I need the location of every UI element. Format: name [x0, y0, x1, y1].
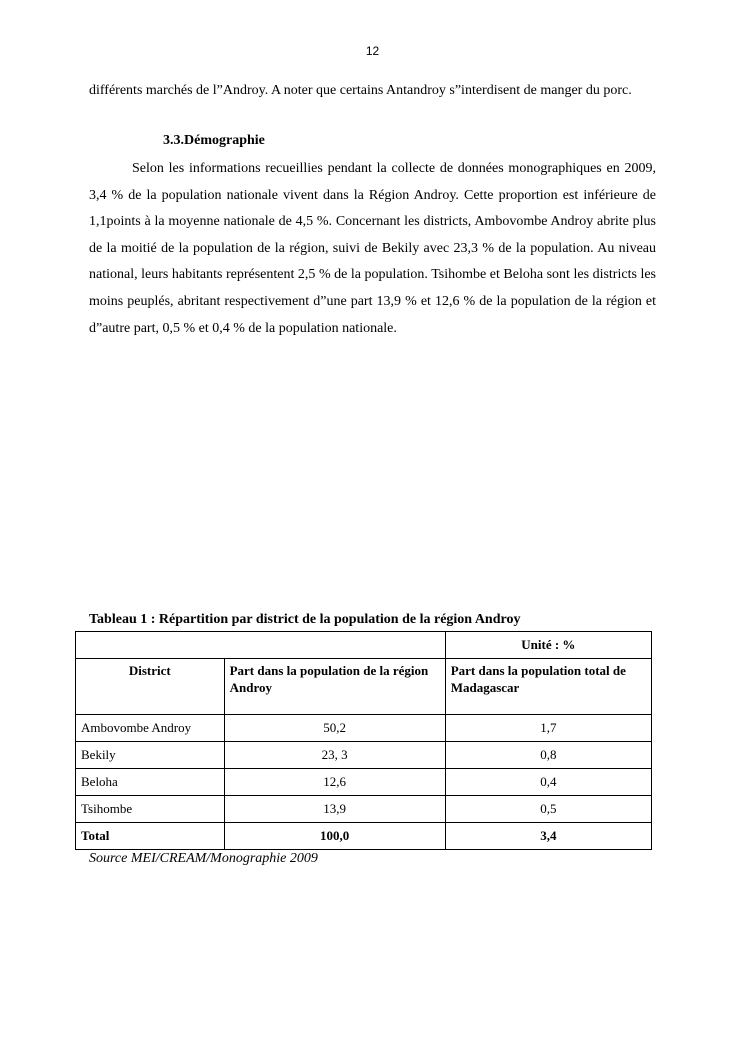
header-district: District — [76, 659, 225, 715]
cell-district: Tsihombe — [76, 796, 225, 823]
cell-total-label: Total — [76, 823, 225, 850]
population-table — [75, 631, 652, 850]
cell-total-region-share: 100,0 — [224, 823, 445, 850]
table-row — [76, 769, 652, 796]
cell-region-share: 23, 3 — [224, 742, 445, 769]
table-row — [76, 742, 652, 769]
page-number: 12 — [365, 44, 380, 58]
cell-region-share: 12,6 — [224, 769, 445, 796]
table-total-row — [76, 823, 652, 850]
header-national-share: Part dans la population total de Madagascar — [445, 659, 651, 715]
cell-region-share: 50,2 — [224, 715, 445, 742]
cell-national-share: 0,4 — [445, 769, 651, 796]
table-header-row — [76, 659, 652, 715]
cell-total-national-share: 3,4 — [445, 823, 651, 850]
table-row — [76, 715, 652, 742]
header-region-share: Part dans la population de la région Androy — [224, 659, 445, 715]
cell-national-share: 1,7 — [445, 715, 651, 742]
table-caption: Tableau 1 : Répartition par district de la population de la région Androy — [89, 612, 521, 627]
cell-region-share: 13,9 — [224, 796, 445, 823]
cell-national-share: 0,8 — [445, 742, 651, 769]
section-heading: 3.3.Démographie — [163, 133, 265, 148]
cell-district: Beloha — [76, 769, 225, 796]
cell-district: Ambovombe Androy — [76, 715, 225, 742]
cell-district: Bekily — [76, 742, 225, 769]
table-source: Source MEI/CREAM/Monographie 2009 — [89, 851, 318, 866]
paragraph-demographie: Selon les informations recueillies pendant la collecte de données monographiques en 2009, 3,4 % de la population nationale vivent dans la Région Androy. Cette proportion est inférieure de 1,1points à la moyenne nationale de 4,5 %. Concernant les districts, Ambovombe Androy abrite plus de la moitié de la population de la région, suivi de Bekily avec 23,3 % de la population. Au niveau national, leurs habitants représentent 2,5 % de la population. Tsihombe et Beloha sont les districts les moins peuplés, abritant respectivement d”une part 13,9 % et 12,6 % de la population de la région et d”autre part, 0,5 % et 0,4 % de la population nationale. — [89, 161, 656, 336]
cell-national-share: 0,5 — [445, 796, 651, 823]
table-unit-blank — [76, 632, 446, 659]
table-row — [76, 796, 652, 823]
table-unit-cell: Unité : % — [445, 632, 651, 659]
paragraph-intro: différents marchés de l”Androy. A noter que certains Antandroy s”interdisent de manger du porc. — [89, 83, 632, 98]
table-unit-row — [76, 632, 652, 659]
